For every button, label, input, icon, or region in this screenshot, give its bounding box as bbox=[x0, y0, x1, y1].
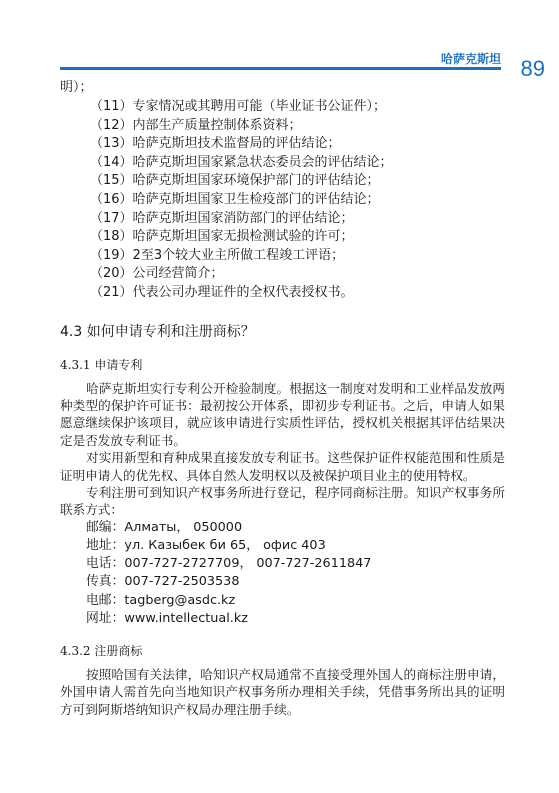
subsection-heading-trademark: 4.3.2 注册商标 bbox=[60, 644, 143, 658]
running-header-title: 哈萨克斯坦 bbox=[440, 52, 501, 66]
list-item: （21）代表公司办理证件的全权代表授权书。 bbox=[90, 284, 354, 300]
contact-phone: 电话：007-727-2727709， 007-727-2611847 bbox=[86, 556, 372, 572]
requirements-list bbox=[60, 98, 505, 303]
contact-fax: 传真：007-727-2503538 bbox=[86, 574, 240, 590]
contact-email: 电邮：tagberg@asdc.kz bbox=[86, 592, 236, 608]
list-item: （15）哈萨克斯坦国家环境保护部门的评估结论； bbox=[90, 173, 380, 189]
list-item: （14）哈萨克斯坦国家紧急状态委员会的评估结论； bbox=[90, 154, 393, 170]
page-number: 89 bbox=[520, 56, 545, 81]
list-item: （12）内部生产质量控制体系资料； bbox=[90, 117, 302, 133]
subsection-heading-patent: 4.3.1 申请专利 bbox=[60, 357, 143, 372]
contact-website: 网址：www.intellectual.kz bbox=[86, 610, 248, 626]
contact-address: 地址：ул. Казыбек би 65， офис 403 bbox=[86, 537, 326, 553]
contact-list bbox=[60, 519, 505, 628]
header-rule bbox=[60, 67, 501, 70]
list-item: （13）哈萨克斯坦技术监督局的评估结论； bbox=[90, 136, 341, 152]
list-item: （16）哈萨克斯坦国家卫生检疫部门的评估结论； bbox=[90, 191, 380, 207]
continuation-text: 明）； bbox=[60, 80, 93, 95]
list-item: （11）专家情况或其聘用可能（毕业证书公证件）； bbox=[90, 99, 387, 114]
paragraph: 哈萨克斯坦实行专利公开检验制度。根据这一制度对发明和工业样品发放两种类型的保护许可证书：最初按公开体系，即初步专利证书。之后，申请人如果愿意继续保护该项目，就应该申请进行实质性评估，授权机关根据其评估结果决定是否发放专利证书。 bbox=[60, 380, 505, 448]
paragraph: 按照哈国有关法律，哈知识产权局通常不直接受理外国人的商标注册申请，外国申请人需首先向当地知识产权事务所办理相关手续，凭借事务所出具的证明方可到阿斯塔纳知识产权局办理注册手续。 bbox=[60, 667, 505, 717]
list-item: （18）哈萨克斯坦国家无损检测试验的许可； bbox=[90, 229, 354, 245]
paragraph: 专利注册可到知识产权事务所进行登记，程序同商标注册。知识产权事务所联系方式： bbox=[60, 484, 505, 518]
section-heading: 4.3 如何申请专利和注册商标？ bbox=[60, 323, 255, 340]
page-content bbox=[60, 78, 505, 718]
contact-postcode: 邮编：Алматы， 050000 bbox=[86, 519, 243, 535]
paragraph: 对实用新型和育种成果直接发放专利证书。这些保护证件权能范围和性质是证明申请人的优先权、具体自然人发明权以及被保护项目业主的使用特权。 bbox=[60, 450, 505, 483]
list-item: （20）公司经营简介； bbox=[90, 266, 224, 282]
list-item: （17）哈萨克斯坦国家消防部门的评估结论； bbox=[90, 210, 354, 226]
list-item: （19）2至3个较大业主所做工程竣工评语； bbox=[90, 247, 345, 263]
